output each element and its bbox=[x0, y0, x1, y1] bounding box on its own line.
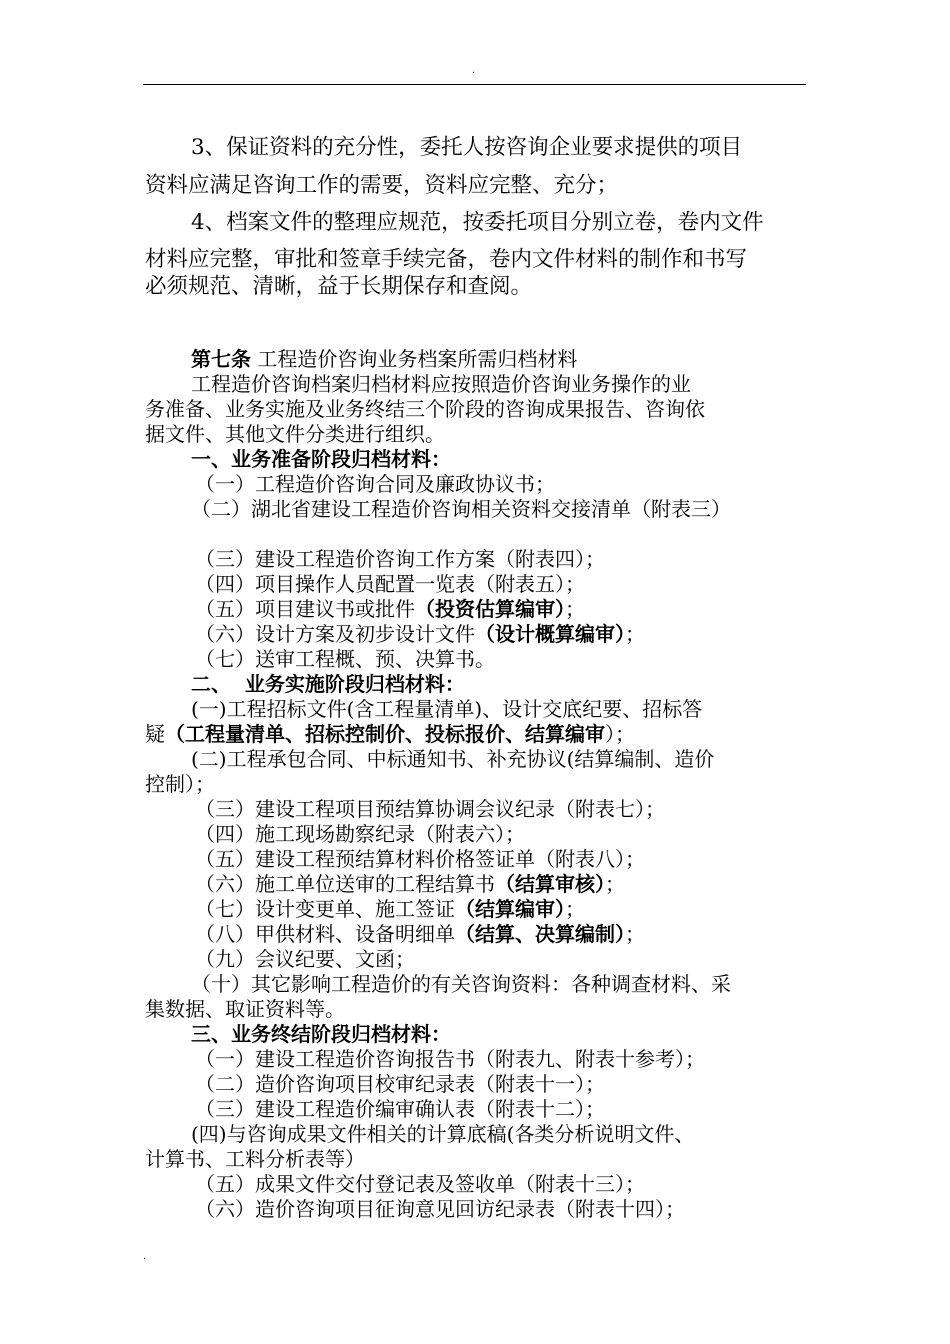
article-body-line1: 工程造价咨询档案归档材料应按照造价咨询业务操作的业 bbox=[191, 372, 691, 396]
article-title: 工程造价咨询业务档案所需归档材料 bbox=[251, 347, 578, 371]
section1-heading: 一、业务准备阶段归档材料： bbox=[191, 447, 451, 471]
footer-mark: . bbox=[143, 1251, 147, 1262]
section2-item: （四）施工现场勘察纪录（附表六）； bbox=[195, 822, 525, 846]
section2-item1-line2 bbox=[145, 722, 635, 746]
article-body-line2: 务准备、业务实施及业务终结三个阶段的咨询成果报告、咨询依 bbox=[145, 397, 705, 421]
item-tail: ； bbox=[605, 872, 625, 896]
section2-item2-line2: 控制）； bbox=[145, 772, 215, 796]
section2-item: （三）建设工程项目预结算协调会议纪录（附表七）； bbox=[195, 797, 665, 821]
item-text: （五）项目建议书或批件 bbox=[195, 597, 415, 621]
section2-item: （五）建设工程预结算材料价格签证单（附表八）； bbox=[195, 847, 645, 871]
intro-p3-line1: 3、保证资料的充分性，委托人按咨询企业要求提供的项目 bbox=[191, 135, 743, 160]
section2-item10-line2: 集数据、取证资料等。 bbox=[145, 997, 345, 1021]
item-bold-note: （结算审核） bbox=[495, 872, 605, 896]
section2-heading: 二、 业务实施阶段归档材料： bbox=[191, 672, 465, 696]
item-text: （六）设计方案及初步设计文件 bbox=[195, 622, 475, 646]
item-bold-note: （结算、决算编制） bbox=[455, 922, 625, 946]
item-text: （七）设计变更单、施工签证 bbox=[195, 897, 455, 921]
item-bold-note: （结算编审） bbox=[455, 897, 565, 921]
item-text: （八）甲供材料、设备明细单 bbox=[195, 922, 455, 946]
section3-item: （五）成果文件交付登记表及签收单（附表十三）； bbox=[195, 1172, 645, 1196]
section3-heading: 三、业务终结阶段归档材料： bbox=[191, 1022, 451, 1046]
intro-p4-line2: 材料应完整，审批和签章手续完备，卷内文件材料的制作和书写 bbox=[145, 247, 748, 272]
item-tail: ； bbox=[565, 897, 585, 921]
item-bold-note: （工程量清单、招标控制价、投标报价、结算编审 bbox=[165, 722, 605, 746]
header-mark: . bbox=[472, 65, 476, 76]
section2-item bbox=[195, 922, 645, 946]
section1-item bbox=[195, 597, 585, 621]
article-heading bbox=[191, 347, 577, 371]
section2-item10-line1: （十）其它影响工程造价的有关咨询资料：各种调查材料、采 bbox=[191, 972, 731, 996]
section1-item: （七）送审工程概、预、决算书。 bbox=[195, 647, 495, 671]
item-tail: ； bbox=[565, 597, 585, 621]
section1-item: （四）项目操作人员配置一览表（附表五）； bbox=[195, 572, 585, 596]
section1-item: （二）湖北省建设工程造价咨询相关资料交接清单（附表三） bbox=[191, 497, 731, 521]
item-bold-note: （投资估算编审） bbox=[415, 597, 565, 621]
section3-item: （一）建设工程造价咨询报告书（附表九、附表十参考）； bbox=[195, 1047, 705, 1071]
item-text: 疑 bbox=[145, 722, 165, 746]
section1-item: （三）建设工程造价咨询工作方案（附表四）； bbox=[195, 547, 605, 571]
section1-item bbox=[195, 622, 645, 646]
section2-item: （九）会议纪要、文函； bbox=[195, 947, 415, 971]
item-bold-note: （设计概算编审） bbox=[475, 622, 625, 646]
section3-item4-line1: (四)与咨询成果文件相关的计算底稿(各类分析说明文件、 bbox=[191, 1122, 695, 1146]
section2-item bbox=[195, 872, 625, 896]
section3-item: （三）建设工程造价编审确认表（附表十二）； bbox=[195, 1097, 605, 1121]
section2-item bbox=[195, 897, 585, 921]
item-tail: ； bbox=[625, 922, 645, 946]
item-tail: ）； bbox=[605, 722, 635, 746]
item-tail: ； bbox=[625, 622, 645, 646]
article-number: 第七条 bbox=[191, 347, 251, 371]
item-text: （六）施工单位送审的工程结算书 bbox=[195, 872, 495, 896]
section1-item: （一）工程造价咨询合同及廉政协议书； bbox=[195, 472, 555, 496]
intro-p4-line1: 4、档案文件的整理应规范，按委托项目分别立卷，卷内文件 bbox=[191, 210, 764, 235]
section3-item: （二）造价咨询项目校审纪录表（附表十一）； bbox=[195, 1072, 605, 1096]
intro-p3-line2: 资料应满足咨询工作的需要，资料应完整、充分； bbox=[145, 173, 619, 198]
section3-item: （六）造价咨询项目征询意见回访纪录表（附表十四）； bbox=[195, 1197, 685, 1221]
section2-item2-line1: (二)工程承包合同、中标通知书、补充协议(结算编制、造价 bbox=[191, 747, 715, 771]
section3-item4-line2: 计算书、工料分析表等） bbox=[145, 1147, 365, 1171]
article-body-line3: 据文件、其他文件分类进行组织。 bbox=[145, 422, 445, 446]
section2-item1-line1: (一)工程招标文件(含工程量清单)、设计交底纪要、招标答 bbox=[191, 697, 703, 721]
header-rule bbox=[143, 84, 806, 85]
intro-p4-line3: 必须规范、清晰，益于长期保存和查阅。 bbox=[145, 274, 533, 299]
